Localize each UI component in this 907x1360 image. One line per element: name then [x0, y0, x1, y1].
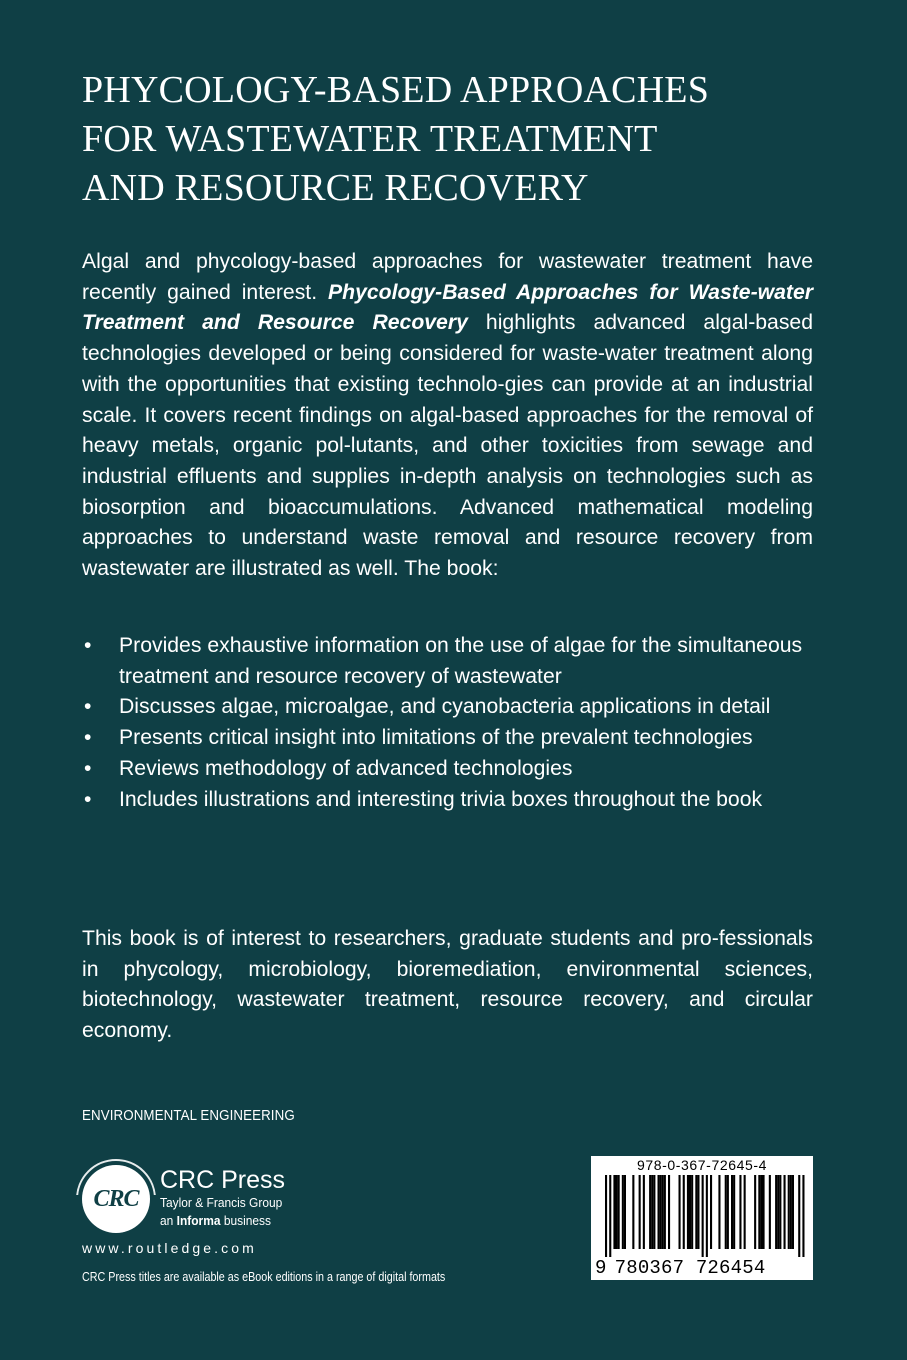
barcode-bar [679, 1175, 681, 1249]
description-book-title: Phycology-Based Approaches for Waste-water Treatment and Resource Recovery [82, 280, 813, 335]
isbn-barcode [591, 1156, 813, 1280]
barcode-bar [784, 1175, 786, 1249]
audience-paragraph: This book is of interest to researchers, graduate students and pro-fessionals in phycology, microbiology, bioremediation, environmental sciences, biotechnology, wastewater treatment, resource recovery, and circular economy. [82, 927, 813, 1043]
publisher-business [160, 1212, 282, 1230]
barcode-bar [695, 1175, 697, 1249]
barcode-bar [790, 1175, 792, 1249]
barcode-bar [706, 1175, 708, 1257]
title-line: PHYCOLOGY-BASED APPROACHES [82, 69, 710, 111]
barcode-bar [697, 1175, 699, 1249]
barcode-bar [731, 1175, 733, 1249]
subject-category: ENVIRONMENTAL ENGINEERING [82, 1108, 295, 1124]
description-paragraph [82, 247, 813, 585]
barcode-bar [733, 1175, 735, 1249]
business-suffix: business [220, 1213, 272, 1228]
barcode-bar [798, 1175, 800, 1257]
barcode-bar [605, 1175, 607, 1257]
barcode-bar [760, 1175, 762, 1249]
barcode-bar [664, 1175, 666, 1249]
barcode-bar [660, 1175, 662, 1249]
barcode-bar [662, 1175, 664, 1249]
barcode-bar [718, 1175, 720, 1249]
barcode-bar [687, 1175, 689, 1249]
barcode-bar [683, 1175, 685, 1249]
crc-logo-text: CRC [93, 1185, 139, 1212]
barcode-bar [632, 1175, 634, 1249]
barcode-bar [769, 1175, 771, 1249]
publisher-name: CRC Press [160, 1166, 286, 1194]
barcode-bar [616, 1175, 618, 1249]
barcode-bar [788, 1175, 790, 1249]
business-bold: Informa [176, 1213, 221, 1228]
barcode-bar [725, 1175, 727, 1249]
ebook-note: CRC Press titles are available as eBook editions in a range of digital formats [82, 1270, 446, 1284]
barcode-bar [792, 1175, 794, 1249]
barcode-bar [624, 1175, 626, 1249]
barcode-bar [622, 1175, 624, 1249]
title-line: FOR WASTEWATER TREATMENT [82, 118, 658, 160]
barcode-bar [639, 1175, 641, 1249]
barcode-bar [710, 1175, 712, 1249]
isbn-number: 978-0-367-72645-4 [636, 1157, 768, 1173]
list-item: • Provides exhaustive information on the use of algae for the simultaneous treatment and resource recovery of wastewater [82, 631, 813, 692]
barcode-bar [609, 1175, 611, 1257]
barcode-bar [758, 1175, 760, 1249]
barcode-bar [649, 1175, 651, 1249]
description-lead: Algal and phycology-based approaches for wastewater treatment have recently gained interest. [82, 250, 813, 304]
barcode-bar [653, 1175, 655, 1249]
publisher-url: www.routledge.com [82, 1240, 257, 1256]
list-item: • Discusses algae, microalgae, and cyanobacteria applications in detail [82, 692, 813, 723]
barcode-bar [739, 1175, 741, 1249]
barcode-bar [763, 1175, 765, 1249]
barcode-bar [779, 1175, 781, 1249]
barcode-bar [777, 1175, 779, 1249]
title-line: AND RESOURCE RECOVERY [82, 167, 589, 209]
barcode-digits [595, 1257, 765, 1279]
crc-logo [82, 1165, 150, 1233]
barcode-bars [597, 1175, 807, 1257]
barcode-bar [702, 1175, 704, 1257]
barcode-bar [643, 1175, 645, 1249]
barcode-bar [658, 1175, 660, 1249]
feature-list [82, 631, 813, 815]
barcode-bar [613, 1175, 615, 1249]
publisher-group: Taylor & Francis Group [160, 1195, 283, 1210]
barcode-bar [744, 1175, 746, 1249]
description-body: highlights advanced algal-based technologies developed or being considered for waste-water treatment along with the opportunities that existing technolo-gies can provide at an industrial scale. It covers recent findings on algal-based approaches for the removal of heavy metals, organic pol-lutants, and other toxicities from sewage and industrial effluents and supplies in-depth analysis on technologies such as biosorption and bioaccumulations. Advanced mathematical modeling approaches to understand waste removal and resource recovery from wastewater are illustrated as well. The book: [82, 311, 813, 581]
barcode-bar [802, 1175, 804, 1257]
barcode-bar [651, 1175, 653, 1249]
barcode-bar [689, 1175, 691, 1249]
barcode-bar [727, 1175, 729, 1249]
business-prefix: an [160, 1213, 177, 1228]
barcode-digit-first: 9 [595, 1257, 607, 1279]
book-title [82, 66, 842, 213]
list-item: • Includes illustrations and interesting trivia boxes throughout the book [82, 785, 813, 816]
barcode-bar [691, 1175, 693, 1249]
publisher-brand [160, 1166, 293, 1230]
barcode-bar [775, 1175, 777, 1249]
list-item: • Reviews methodology of advanced technologies [82, 754, 813, 785]
barcode-bar [754, 1175, 756, 1249]
list-item: • Presents critical insight into limitations of the prevalent technologies [82, 723, 813, 754]
barcode-bar [668, 1175, 670, 1249]
barcode-digits-rest: 780367 726454 [614, 1257, 766, 1279]
barcode-bar [618, 1175, 620, 1249]
